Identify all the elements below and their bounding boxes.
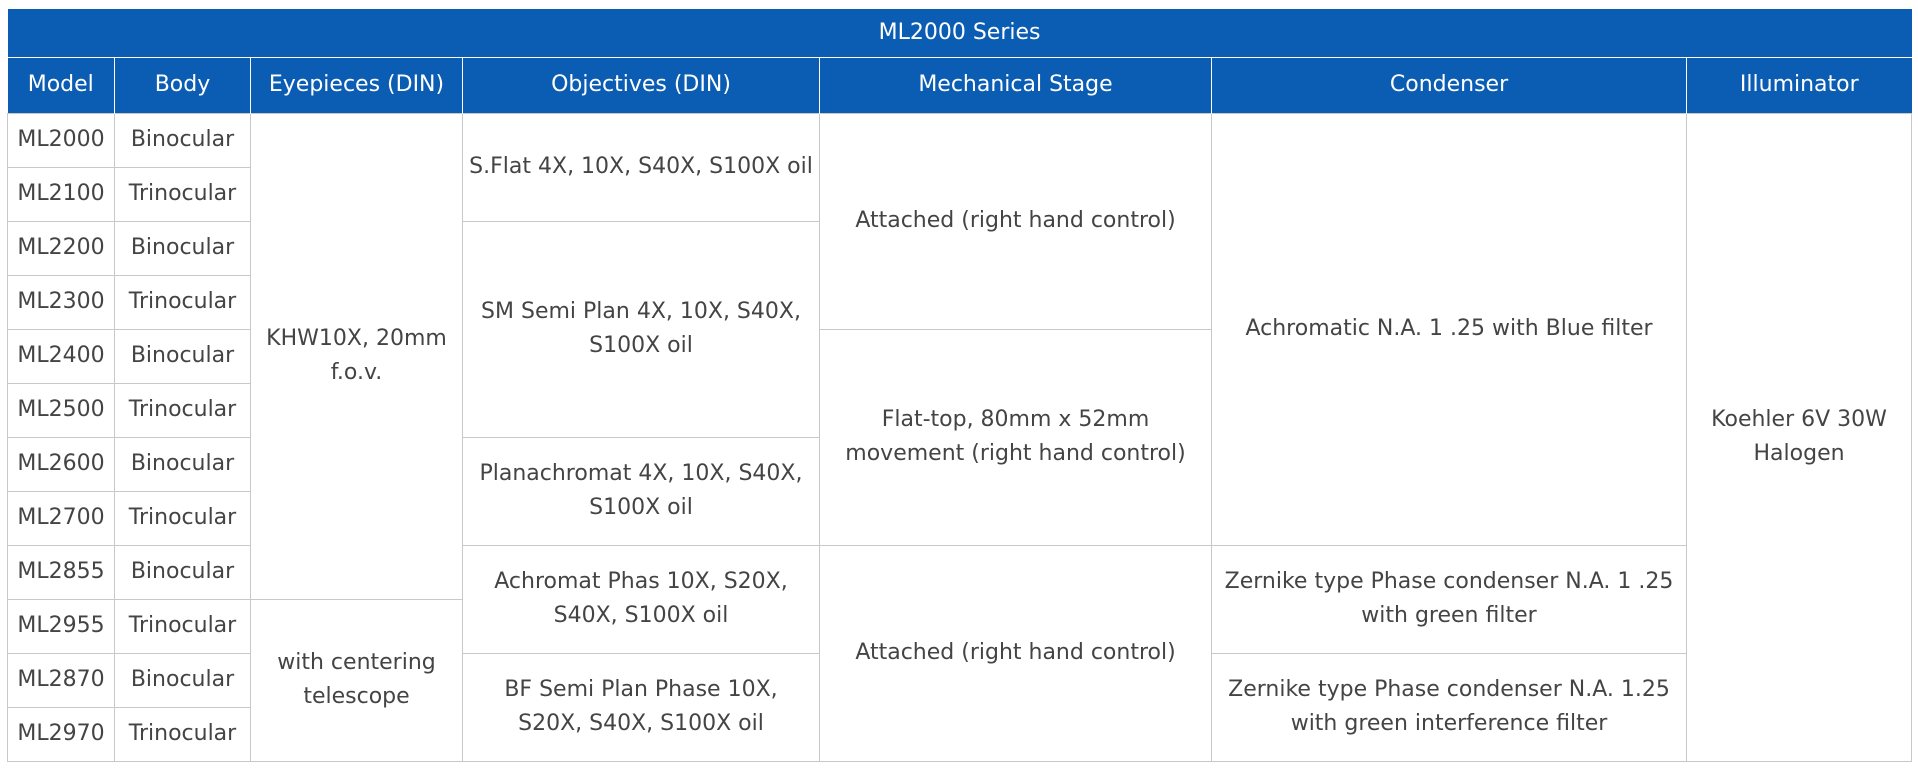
table-title-row bbox=[8, 9, 1912, 57]
objectives-cell: S.Flat 4X, 10X, S40X, S100X oil bbox=[463, 113, 820, 221]
body-cell: Binocular bbox=[115, 113, 251, 167]
model-cell: ML2300 bbox=[8, 275, 115, 329]
mechanical-stage-cell: Attached (right hand control) bbox=[820, 113, 1212, 329]
objectives-cell: BF Semi Plan Phase 10X, S20X, S40X, S100X oil bbox=[463, 653, 820, 761]
condenser-cell: Zernike type Phase condenser N.A. 1 .25 with green filter bbox=[1212, 545, 1687, 653]
table-row bbox=[8, 113, 1912, 167]
model-cell: ML2970 bbox=[8, 707, 115, 761]
objectives-cell: SM Semi Plan 4X, 10X, S40X, S100X oil bbox=[463, 221, 820, 437]
body-cell: Binocular bbox=[115, 437, 251, 491]
column-header-condenser: Condenser bbox=[1212, 57, 1687, 113]
objectives-cell: Planachromat 4X, 10X, S40X, S100X oil bbox=[463, 437, 820, 545]
eyepieces-cell: KHW10X, 20mm f.o.v. bbox=[251, 113, 463, 599]
body-cell: Trinocular bbox=[115, 383, 251, 437]
spec-table bbox=[7, 9, 1912, 762]
body-cell: Trinocular bbox=[115, 167, 251, 221]
body-cell: Trinocular bbox=[115, 491, 251, 545]
model-cell: ML2870 bbox=[8, 653, 115, 707]
body-cell: Binocular bbox=[115, 329, 251, 383]
body-cell: Trinocular bbox=[115, 599, 251, 653]
model-cell: ML2200 bbox=[8, 221, 115, 275]
body-cell: Trinocular bbox=[115, 707, 251, 761]
objectives-cell: Achromat Phas 10X, S20X, S40X, S100X oil bbox=[463, 545, 820, 653]
model-cell: ML2000 bbox=[8, 113, 115, 167]
model-cell: ML2500 bbox=[8, 383, 115, 437]
body-cell: Trinocular bbox=[115, 275, 251, 329]
column-header-body: Body bbox=[115, 57, 251, 113]
column-header-objectives: Objectives (DIN) bbox=[463, 57, 820, 113]
model-cell: ML2100 bbox=[8, 167, 115, 221]
column-header-eyepieces: Eyepieces (DIN) bbox=[251, 57, 463, 113]
model-cell: ML2955 bbox=[8, 599, 115, 653]
spec-table-container bbox=[7, 9, 1911, 762]
eyepieces-cell: with centering telescope bbox=[251, 599, 463, 761]
condenser-cell: Zernike type Phase condenser N.A. 1.25 with green interference filter bbox=[1212, 653, 1687, 761]
body-cell: Binocular bbox=[115, 221, 251, 275]
model-cell: ML2855 bbox=[8, 545, 115, 599]
table-title: ML2000 Series bbox=[8, 9, 1912, 57]
mechanical-stage-cell: Attached (right hand control) bbox=[820, 545, 1212, 761]
model-cell: ML2400 bbox=[8, 329, 115, 383]
model-cell: ML2600 bbox=[8, 437, 115, 491]
column-header-mechanical-stage: Mechanical Stage bbox=[820, 57, 1212, 113]
column-header-illuminator: Illuminator bbox=[1687, 57, 1912, 113]
condenser-cell: Achromatic N.A. 1 .25 with Blue filter bbox=[1212, 113, 1687, 545]
mechanical-stage-cell: Flat-top, 80mm x 52mm movement (right hand control) bbox=[820, 329, 1212, 545]
model-cell: ML2700 bbox=[8, 491, 115, 545]
body-cell: Binocular bbox=[115, 545, 251, 599]
table-header-row bbox=[8, 57, 1912, 113]
body-cell: Binocular bbox=[115, 653, 251, 707]
illuminator-cell: Koehler 6V 30W Halogen bbox=[1687, 113, 1912, 761]
column-header-model: Model bbox=[8, 57, 115, 113]
